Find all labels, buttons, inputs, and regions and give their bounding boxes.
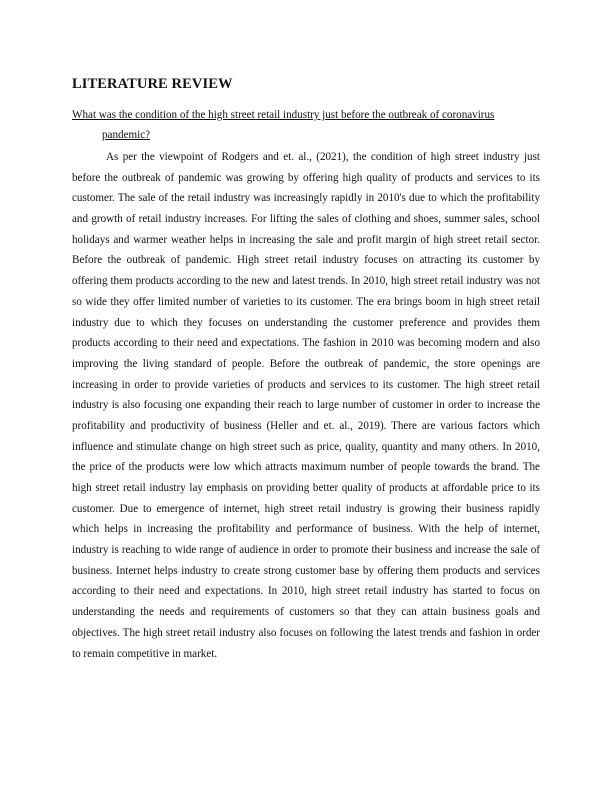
research-question-line-1: What was the condition of the high street retail industry just before the outbreak of coronavirus [72, 109, 495, 121]
body-paragraph: As per the viewpoint of Rodgers and et. al., (2021), the condition of high street industry just before the outbreak of pandemic was growing by offering high quality of products and services to its customer. The sale of the retail industry was increasingly rapidly in 2010's due to which the profitability and growth of retail industry increases. For lifting the sales of clothing and shoes, summer sales, school holidays and warmer weather helps in increasing the sale and profit margin of high street retail sector. Before the outbreak of pandemic. High street retail industry focuses on attracting its customer by offering them products according to the new and latest trends. In 2010, high street retail industry was not so wide they offer limited number of varieties to its customer. The era brings boom in high street retail industry due to which they focuses on understanding the customer preference and provides them products according to their need and expectations. The fashion in 2010 was becoming modern and also improving the living standard of people. Before the outbreak of pandemic, the store openings are increasing in order to provide varieties of products and services to its customer. The high street retail industry is also focusing one expanding their reach to large number of customer in order to increase the profitability and productivity of business (Heller and et. al., 2019). There are various factors which influence and stimulate change on high street such as price, quality, quantity and many others. In 2010, the price of the products were low which attracts maximum number of people towards the brand. The high street retail industry lay emphasis on providing better quality of products at affordable price to its customer. Due to emergence of internet, high street retail industry is growing their business rapidly which helps in increasing the profitability and performance of business. With the help of internet, industry is reaching to wide range of audience in order to promote their business and increase the sale of business. Internet helps industry to create strong customer base by offering them products and services according to their need and expectations. In 2010, high street retail industry has started to focus on understanding the needs and requirements of customers so that they can attain business goals and objectives. The high street retail industry also focuses on following the latest trends and fashion in order to remain competitive in market. [72, 151, 540, 660]
research-question [72, 105, 540, 146]
research-question-line-2: pandemic? [102, 129, 151, 142]
section-heading: LITERATURE REVIEW [72, 76, 233, 92]
